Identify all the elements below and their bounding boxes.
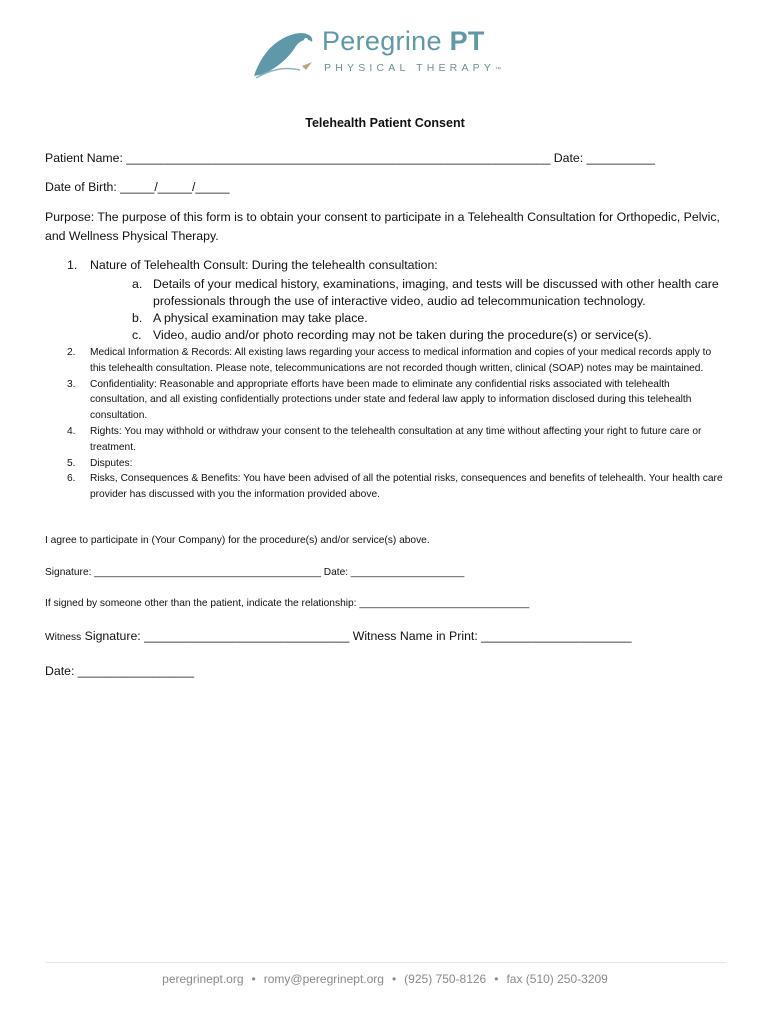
- date-of-birth-field[interactable]: Date of Birth: _____/_____/_____: [45, 180, 230, 194]
- peregrine-bird-icon: [250, 26, 320, 82]
- item-number: 3.: [67, 378, 76, 390]
- sub-item-letter: c.: [132, 328, 142, 342]
- witness-label: Witness: [45, 632, 82, 643]
- logo-wordmark: [322, 26, 485, 57]
- witness-fields: Signature: ______________________________ Witness Name in Print: ______________________: [81, 629, 632, 643]
- item-number: 6.: [67, 473, 76, 485]
- footer-fax: fax (510) 250-3209: [506, 972, 608, 986]
- separator: •: [494, 972, 499, 986]
- company-logo: [250, 26, 530, 82]
- sub-item-letter: b.: [132, 311, 143, 325]
- sub-item-letter: a.: [132, 277, 143, 291]
- list-item: [45, 256, 725, 274]
- footer-divider: [45, 962, 727, 963]
- item-text: Risks, Consequences & Benefits: You have been advised of all the potential risks, consequences and benefits of telehealth. Your health care provider has discussed with you the information provided above.: [90, 473, 723, 501]
- footer-contact: [0, 972, 770, 986]
- list-item: [45, 424, 725, 456]
- item-text: Medical Information & Records: All existing laws regarding your access to medical information and copies of your medical records apply to this telehealth consultation. Please note, telecommunications are not recorded though written, clinical (SOAP) notes may be maintained.: [90, 347, 712, 374]
- logo-name-bold: PT: [449, 26, 485, 56]
- witness-signature-field[interactable]: [45, 629, 632, 643]
- form-title: Telehealth Patient Consent: [305, 116, 465, 130]
- list-item: [45, 345, 725, 377]
- list-item: [45, 377, 725, 424]
- separator: •: [251, 972, 256, 986]
- item-text: Rights: You may withhold or withdraw your consent to the telehealth consultation at any time without affecting your right to future care or treatment.: [90, 425, 702, 453]
- signature-field[interactable]: Signature: ________________________________________ Date: ____________________: [45, 567, 465, 578]
- footer-email: romy@peregrinept.org: [263, 972, 384, 986]
- item-number: 1.: [67, 258, 78, 272]
- sub-item: [45, 327, 725, 344]
- item-text: Confidentiality: Reasonable and appropriate efforts have been made to eliminate any confidential risks associated with telehealth consultation, and all existing confidentially protections under state and federal law apply to information disclosed during this telehealth consultation.: [90, 378, 692, 422]
- list-item: [45, 471, 725, 503]
- sub-item: [45, 276, 725, 310]
- item-text: Nature of Telehealth Consult: During the telehealth consultation:: [90, 258, 438, 272]
- logo-tm: ™: [495, 67, 502, 73]
- purpose-paragraph: Purpose: The purpose of this form is to obtain your consent to participate in a Telehealth Consultation for Orthopedic, Pelvic, and Wellness Physical Therapy.: [45, 210, 720, 243]
- logo-name-light: Peregrine: [322, 26, 442, 56]
- item-text: Disputes:: [90, 457, 133, 469]
- sub-item-text: Details of your medical history, examinations, imaging, and tests will be discussed with other health care professionals through the use of interactive video, audio ad telecommunication technology.: [153, 277, 719, 308]
- sub-item-text: A physical examination may take place.: [153, 311, 368, 325]
- footer-website: peregrinept.org: [162, 972, 244, 986]
- separator: •: [391, 972, 397, 986]
- list-item: [45, 456, 725, 472]
- consent-items-list: [45, 256, 725, 503]
- agreement-statement: I agree to participate in (Your Company) for the procedure(s) and/or service(s) above.: [45, 535, 430, 546]
- relationship-field[interactable]: If signed by someone other than the patient, indicate the relationship: ______________________________: [45, 598, 530, 609]
- footer-phone: (925) 750-8126: [404, 972, 487, 986]
- patient-name-field[interactable]: Patient Name: ______________________________________________________________ Date: __________: [45, 151, 655, 165]
- logo-tagline: [324, 62, 501, 74]
- item-number: 5.: [67, 457, 76, 469]
- logo-tagline-text: PHYSICAL THERAPY: [324, 62, 496, 74]
- sub-item-text: Video, audio and/or photo recording may not be taken during the procedure(s) or service(s).: [153, 328, 652, 342]
- item-number: 2.: [67, 347, 76, 358]
- item-number: 4.: [67, 425, 76, 437]
- date-field[interactable]: Date: _________________: [45, 664, 195, 678]
- sub-item: [45, 310, 725, 327]
